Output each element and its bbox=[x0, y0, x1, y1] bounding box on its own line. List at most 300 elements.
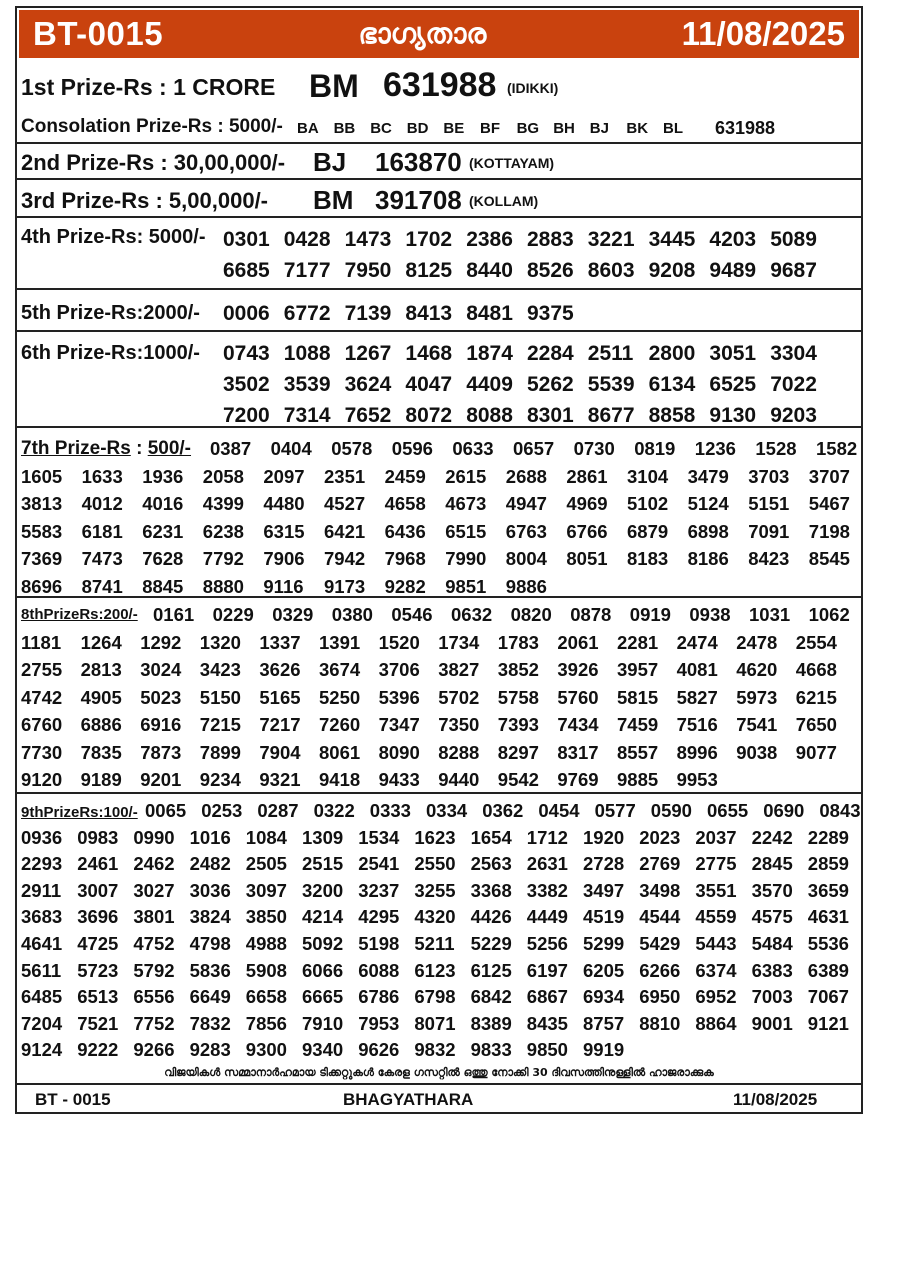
ticket-number: 9283 bbox=[189, 1039, 231, 1061]
footer-draw-date: 11/08/2025 bbox=[733, 1090, 818, 1109]
ticket-number: 0690 bbox=[763, 800, 805, 821]
seventh-prize-section bbox=[17, 428, 861, 598]
ticket-number: 7260 bbox=[319, 714, 361, 735]
ticket-number: 4631 bbox=[807, 906, 849, 928]
ticket-number: 4641 bbox=[21, 933, 63, 954]
seventh-prize-label-a: 7th Prize-Rs bbox=[21, 438, 131, 459]
ticket-number: 9489 bbox=[709, 259, 757, 282]
consolation-series-item: BL bbox=[663, 120, 683, 137]
ticket-number: 0596 bbox=[391, 438, 433, 459]
ticket-number: 0743 bbox=[223, 342, 270, 365]
fourth-prize-section bbox=[17, 218, 861, 290]
ticket-number: 2386 bbox=[466, 228, 513, 251]
ticket-number: 0730 bbox=[573, 438, 615, 459]
sixth-prize-label: 6th Prize-Rs:1000/- bbox=[21, 342, 200, 364]
ticket-number: 6513 bbox=[77, 986, 119, 1008]
ticket-number: 7906 bbox=[263, 548, 305, 569]
ticket-number: 0229 bbox=[212, 604, 254, 625]
ticket-number: 9321 bbox=[259, 769, 301, 790]
ticket-number: 5151 bbox=[748, 493, 790, 514]
ticket-number: 9626 bbox=[358, 1039, 400, 1061]
ticket-number: 3479 bbox=[687, 465, 729, 487]
ticket-number: 7347 bbox=[378, 714, 420, 735]
fifth-prize-label: 5th Prize-Rs:2000/- bbox=[21, 302, 200, 324]
ticket-number: 6383 bbox=[751, 959, 793, 981]
ticket-number: 8545 bbox=[808, 548, 850, 569]
ticket-number: 4575 bbox=[751, 906, 793, 928]
ticket-number: 4969 bbox=[566, 493, 608, 514]
ticket-number: 6421 bbox=[324, 520, 366, 542]
ticket-number: 4203 bbox=[709, 228, 757, 251]
ticket-number: 6181 bbox=[81, 520, 123, 542]
ticket-number: 4295 bbox=[358, 906, 400, 928]
ticket-number: 6842 bbox=[470, 986, 512, 1008]
ticket-number: 7091 bbox=[748, 520, 790, 542]
ticket-number: 3801 bbox=[133, 906, 175, 928]
ticket-number: 7541 bbox=[736, 714, 778, 735]
ticket-number: 2023 bbox=[639, 826, 681, 848]
ticket-number: 5165 bbox=[259, 686, 301, 708]
consolation-series-item: BC bbox=[370, 120, 392, 137]
ticket-number: 4016 bbox=[142, 493, 184, 514]
ticket-number: 0590 bbox=[650, 800, 692, 821]
ticket-number: 6786 bbox=[358, 986, 400, 1008]
first-prize-section bbox=[17, 60, 861, 144]
ticket-number: 6315 bbox=[263, 520, 305, 542]
ticket-number: 0065 bbox=[145, 800, 187, 821]
ticket-number: 6649 bbox=[189, 986, 231, 1008]
ticket-number: 2459 bbox=[384, 465, 426, 487]
ticket-number: 8696 bbox=[21, 575, 63, 597]
ticket-number: 8004 bbox=[505, 548, 547, 569]
ticket-number: 5089 bbox=[770, 228, 817, 251]
ticket-number: 0843 bbox=[819, 800, 861, 821]
ticket-number: 7856 bbox=[245, 1012, 287, 1034]
ticket-number: 3926 bbox=[557, 659, 599, 680]
ticket-number: 2883 bbox=[527, 228, 574, 251]
ticket-number: 6763 bbox=[505, 520, 547, 542]
ticket-number: 2845 bbox=[751, 853, 793, 875]
ticket-number: 4988 bbox=[245, 933, 287, 954]
eighth-prize-label: 8thPrizeRs:200/- bbox=[21, 606, 138, 623]
consolation-series-item: BG bbox=[516, 120, 540, 137]
consolation-series-item: BE bbox=[443, 120, 465, 137]
ticket-number: 2461 bbox=[77, 853, 119, 875]
ticket-number: 3498 bbox=[639, 879, 681, 901]
ticket-number: 0990 bbox=[133, 826, 175, 848]
ticket-number: 7198 bbox=[808, 520, 850, 542]
ticket-number: 6934 bbox=[583, 986, 625, 1008]
ticket-number: 1874 bbox=[466, 342, 513, 365]
ticket-number: 3497 bbox=[583, 879, 625, 901]
ticket-number: 2775 bbox=[695, 853, 737, 875]
ticket-number: 2097 bbox=[263, 465, 305, 487]
ticket-number: 3706 bbox=[378, 659, 420, 680]
ticket-number: 9953 bbox=[676, 769, 718, 790]
ticket-number: 4519 bbox=[583, 906, 625, 928]
ticket-number: 0322 bbox=[313, 800, 355, 821]
ticket-number: 2061 bbox=[557, 631, 599, 653]
ticket-number: 0546 bbox=[391, 604, 433, 625]
ticket-number: 5484 bbox=[751, 933, 793, 954]
ticket-number: 2563 bbox=[470, 853, 512, 875]
footer-bar bbox=[17, 1088, 861, 1112]
ticket-number: 5758 bbox=[497, 686, 539, 708]
ticket-number: 2688 bbox=[505, 465, 547, 487]
ticket-number: 3237 bbox=[358, 879, 400, 901]
ticket-number: 4905 bbox=[80, 686, 122, 708]
ticket-number: 7516 bbox=[676, 714, 718, 735]
ticket-number: 8071 bbox=[414, 1012, 456, 1034]
ticket-number: 4658 bbox=[384, 493, 426, 514]
seventh-prize-label bbox=[21, 438, 191, 460]
ticket-number: 2505 bbox=[245, 853, 287, 875]
ticket-number: 5702 bbox=[438, 686, 480, 708]
ticket-number: 9886 bbox=[505, 575, 547, 597]
ticket-number: 7904 bbox=[259, 741, 301, 763]
ticket-number: 1473 bbox=[344, 228, 392, 251]
ticket-number: 5396 bbox=[378, 686, 420, 708]
ticket-number: 8317 bbox=[557, 741, 599, 763]
ticket-number: 0253 bbox=[201, 800, 243, 821]
ticket-number: 8481 bbox=[466, 302, 513, 325]
ticket-number: 7792 bbox=[202, 548, 244, 569]
ticket-number: 1181 bbox=[21, 631, 62, 653]
third-prize-number: 391708 bbox=[375, 185, 462, 215]
ticket-number: 2769 bbox=[639, 853, 681, 875]
ticket-number: 7950 bbox=[344, 259, 392, 282]
ticket-number: 1623 bbox=[414, 826, 456, 848]
ticket-number: 4214 bbox=[302, 906, 344, 928]
ticket-number: 9077 bbox=[795, 741, 837, 763]
ticket-number: 0454 bbox=[538, 800, 580, 821]
ticket-number: 6685 bbox=[223, 259, 270, 282]
ticket-number: 8072 bbox=[405, 404, 453, 427]
ticket-number: 6515 bbox=[445, 520, 487, 542]
ticket-number: 7022 bbox=[770, 373, 817, 396]
ticket-number: 9851 bbox=[445, 575, 487, 597]
ticket-number: 3707 bbox=[808, 465, 850, 487]
ticket-number: 5536 bbox=[807, 933, 849, 954]
ticket-number: 9173 bbox=[324, 575, 366, 597]
ticket-number: 5023 bbox=[140, 686, 182, 708]
ticket-number: 9222 bbox=[77, 1039, 119, 1061]
ticket-number: 1605 bbox=[21, 465, 63, 487]
ticket-number: 6766 bbox=[566, 520, 608, 542]
second-prize-series: BJ bbox=[313, 147, 347, 177]
first-prize-label: 1st Prize-Rs : 1 CRORE bbox=[21, 74, 276, 100]
ticket-number: 4426 bbox=[470, 906, 512, 928]
ninth-prize-section bbox=[17, 794, 861, 1066]
ticket-number: 4527 bbox=[324, 493, 366, 514]
ticket-number: 3445 bbox=[648, 228, 696, 251]
ticket-number: 9208 bbox=[648, 259, 696, 282]
ticket-number: 5723 bbox=[77, 959, 119, 981]
ticket-number: 3027 bbox=[133, 879, 175, 901]
first-prize-number: 631988 bbox=[383, 66, 497, 104]
ticket-number: 6123 bbox=[414, 959, 456, 981]
second-prize-label: 2nd Prize-Rs : 30,00,000/- bbox=[21, 150, 286, 175]
ticket-number: 8864 bbox=[695, 1012, 737, 1034]
ticket-number: 4012 bbox=[81, 493, 123, 514]
ticket-number: 8603 bbox=[587, 259, 635, 282]
ticket-number: 0657 bbox=[513, 438, 555, 459]
ticket-number: 3104 bbox=[627, 465, 669, 487]
ticket-number: 8440 bbox=[466, 259, 513, 282]
ticket-number: 7832 bbox=[189, 1012, 231, 1034]
ticket-number: 9542 bbox=[497, 769, 539, 790]
ticket-number: 1292 bbox=[140, 631, 182, 653]
ticket-number: 0983 bbox=[77, 826, 119, 848]
ticket-number: 7628 bbox=[142, 548, 184, 569]
ticket-number: 8125 bbox=[405, 259, 453, 282]
ticket-number: 2242 bbox=[751, 826, 793, 848]
ticket-number: 7650 bbox=[795, 714, 837, 735]
third-prize-series: BM bbox=[313, 185, 354, 215]
consolation-series-item: BD bbox=[406, 120, 429, 137]
ticket-number: 8297 bbox=[497, 741, 539, 763]
ticket-number: 6952 bbox=[695, 986, 737, 1008]
ticket-number: 8435 bbox=[526, 1012, 568, 1034]
ticket-number: 1320 bbox=[199, 631, 241, 653]
ticket-number: 4544 bbox=[639, 906, 681, 928]
ticket-number: 6205 bbox=[583, 959, 625, 981]
ticket-number: 2284 bbox=[527, 342, 574, 365]
ticket-number: 3502 bbox=[223, 373, 270, 396]
ticket-number: 8810 bbox=[639, 1012, 681, 1034]
ticket-number: 9433 bbox=[378, 769, 420, 790]
ticket-number: 7942 bbox=[324, 548, 366, 569]
ticket-number: 6215 bbox=[795, 686, 837, 708]
ticket-number: 3051 bbox=[709, 342, 757, 365]
ticket-number: 7350 bbox=[438, 714, 480, 735]
ticket-number: 0577 bbox=[594, 800, 636, 821]
ticket-number: 5583 bbox=[21, 520, 63, 542]
ticket-number: 3551 bbox=[695, 879, 737, 901]
ticket-number: 8741 bbox=[81, 575, 123, 597]
ticket-number: 0655 bbox=[707, 800, 749, 821]
sixth-prize-section bbox=[17, 332, 861, 428]
ticket-number: 9189 bbox=[80, 769, 122, 790]
consolation-series-item: BF bbox=[480, 120, 500, 137]
ticket-number: 8757 bbox=[583, 1012, 625, 1034]
ticket-number: 6197 bbox=[526, 959, 568, 981]
ticket-number: 9340 bbox=[302, 1039, 344, 1061]
ticket-number: 2511 bbox=[587, 342, 634, 365]
ticket-number: 8061 bbox=[319, 741, 361, 763]
ticket-number: 3423 bbox=[199, 659, 241, 680]
ticket-number: 1520 bbox=[378, 631, 420, 653]
ticket-number: 7139 bbox=[344, 302, 392, 325]
consolation-series-item: BA bbox=[297, 120, 319, 137]
ticket-number: 2478 bbox=[736, 631, 778, 653]
ticket-number: 7177 bbox=[283, 259, 331, 282]
ticket-number: 4480 bbox=[263, 493, 305, 514]
ticket-number: 3827 bbox=[438, 659, 480, 680]
ticket-number: 6867 bbox=[526, 986, 568, 1008]
ticket-number: 9833 bbox=[470, 1039, 512, 1061]
ticket-number: 0878 bbox=[570, 604, 612, 625]
ticket-number: 1264 bbox=[80, 631, 122, 653]
ticket-number: 3850 bbox=[245, 906, 287, 928]
ticket-number: 1528 bbox=[755, 438, 797, 459]
ticket-number: 0820 bbox=[510, 604, 552, 625]
ticket-number: 9440 bbox=[438, 769, 480, 790]
ticket-number: 3683 bbox=[21, 906, 63, 928]
consolation-label: Consolation Prize-Rs : 5000/- bbox=[21, 116, 283, 137]
consolation-series-item: BH bbox=[553, 120, 575, 137]
ticket-number: 3813 bbox=[21, 493, 63, 514]
ticket-number: 7652 bbox=[344, 404, 392, 427]
ticket-number: 5102 bbox=[627, 493, 669, 514]
ticket-number: 6772 bbox=[283, 302, 331, 325]
ticket-number: 0334 bbox=[426, 800, 468, 821]
ticket-number: 1633 bbox=[81, 465, 123, 487]
ticket-number: 6134 bbox=[648, 373, 696, 396]
ticket-number: 5836 bbox=[189, 959, 231, 981]
ticket-number: 0362 bbox=[482, 800, 524, 821]
ticket-number: 8880 bbox=[202, 575, 244, 597]
ticket-number: 2861 bbox=[566, 465, 608, 487]
ticket-number: 1734 bbox=[438, 631, 480, 653]
ticket-number: 4947 bbox=[505, 493, 547, 514]
ticket-number: 2728 bbox=[583, 853, 625, 875]
ticket-number: 2800 bbox=[648, 342, 696, 365]
ticket-number: 7873 bbox=[140, 741, 182, 763]
footer-lottery-name: BHAGYATHARA bbox=[343, 1090, 474, 1109]
first-prize-series: BM bbox=[309, 68, 359, 104]
header-bar bbox=[19, 10, 859, 58]
ticket-number: 2462 bbox=[133, 853, 175, 875]
second-prize-place: (KOTTAYAM) bbox=[469, 155, 555, 171]
ticket-number: 8088 bbox=[466, 404, 513, 427]
ticket-number: 3255 bbox=[414, 879, 456, 901]
ticket-number: 0578 bbox=[331, 438, 373, 459]
ticket-number: 1088 bbox=[283, 342, 331, 365]
ticket-number: 9418 bbox=[319, 769, 361, 790]
ticket-number: 7215 bbox=[199, 714, 241, 735]
ticket-number: 5198 bbox=[358, 933, 400, 954]
second-prize-section bbox=[17, 144, 861, 180]
ticket-number: 0938 bbox=[689, 604, 731, 625]
ticket-number: 9001 bbox=[751, 1012, 793, 1034]
ticket-number: 7434 bbox=[557, 714, 599, 735]
ticket-number: 6886 bbox=[80, 714, 122, 735]
ticket-number: 4047 bbox=[405, 373, 453, 396]
ticket-number: 5973 bbox=[736, 686, 778, 708]
ticket-number: 6950 bbox=[639, 986, 681, 1008]
ticket-number: 2037 bbox=[695, 826, 737, 848]
ticket-number: 6556 bbox=[133, 986, 175, 1008]
ticket-number: 6374 bbox=[695, 959, 737, 981]
ticket-number: 7473 bbox=[81, 548, 123, 569]
ticket-number: 0380 bbox=[331, 604, 373, 625]
ticket-number: 9375 bbox=[527, 302, 574, 325]
ticket-number: 4798 bbox=[189, 933, 231, 954]
ticket-number: 4752 bbox=[133, 933, 175, 954]
ticket-number: 5443 bbox=[695, 933, 737, 954]
ticket-number: 3304 bbox=[770, 342, 817, 365]
ticket-number: 7899 bbox=[199, 741, 241, 763]
ticket-number: 3036 bbox=[189, 879, 231, 901]
ticket-number: 1582 bbox=[816, 438, 858, 459]
ticket-number: 7200 bbox=[223, 404, 270, 427]
ticket-number: 4742 bbox=[21, 686, 63, 708]
ticket-number: 8996 bbox=[676, 741, 718, 763]
ticket-number: 3368 bbox=[470, 879, 512, 901]
ticket-number: 6066 bbox=[302, 959, 344, 981]
ticket-number: 5792 bbox=[133, 959, 175, 981]
ticket-number: 2474 bbox=[676, 631, 718, 653]
ticket-number: 6879 bbox=[627, 520, 669, 542]
ticket-number: 8389 bbox=[470, 1012, 512, 1034]
eighth-prize-section bbox=[17, 598, 861, 794]
ticket-number: 8526 bbox=[527, 259, 574, 282]
ticket-number: 7953 bbox=[358, 1012, 400, 1034]
ticket-number: 9885 bbox=[617, 769, 659, 790]
ticket-number: 1654 bbox=[470, 826, 512, 848]
ticket-number: 7217 bbox=[259, 714, 301, 735]
ticket-number: 7067 bbox=[807, 986, 849, 1008]
ticket-number: 8858 bbox=[648, 404, 696, 427]
ticket-number: 3570 bbox=[751, 879, 793, 901]
consolation-series-item: BK bbox=[626, 120, 649, 137]
ticket-number: 5827 bbox=[676, 686, 718, 708]
ticket-number: 0329 bbox=[272, 604, 314, 625]
ticket-number: 6658 bbox=[245, 986, 287, 1008]
ticket-number: 0287 bbox=[257, 800, 299, 821]
ticket-number: 0428 bbox=[283, 228, 331, 251]
ticket-number: 2281 bbox=[617, 631, 659, 653]
ticket-number: 0633 bbox=[452, 438, 494, 459]
ticket-number: 1062 bbox=[808, 604, 850, 625]
ticket-number: 6088 bbox=[358, 959, 400, 981]
footer-draw-code: BT - 0015 bbox=[35, 1090, 111, 1109]
ticket-number: 2289 bbox=[807, 826, 849, 848]
ticket-number: 6485 bbox=[21, 986, 63, 1008]
ticket-number: 6798 bbox=[414, 986, 456, 1008]
ticket-number: 4449 bbox=[526, 906, 568, 928]
ticket-number: 0819 bbox=[634, 438, 676, 459]
ticket-number: 9120 bbox=[21, 769, 63, 790]
ticket-number: 6898 bbox=[687, 520, 729, 542]
claim-instruction-note: വിജയികൾ സമ്മാനാർഹമായ ടിക്കറ്റുകൾ കേരള ഗസറ്റിൽ ഒത്തു നോക്കി 30 ദിവസത്തിനുള്ളിൽ ഹാജരാക്കുക bbox=[17, 1066, 861, 1085]
lottery-name-malayalam: ഭാഗ്യതാര bbox=[358, 17, 487, 50]
ticket-number: 3824 bbox=[189, 906, 231, 928]
ticket-number: 2058 bbox=[202, 465, 244, 487]
ticket-number: 2554 bbox=[795, 631, 837, 653]
ticket-number: 4081 bbox=[676, 659, 718, 680]
ticket-number: 4320 bbox=[414, 906, 456, 928]
draw-code: BT-0015 bbox=[33, 15, 164, 52]
ticket-number: 1702 bbox=[405, 228, 453, 251]
ticket-number: 6760 bbox=[21, 714, 63, 735]
fifth-prize-section bbox=[17, 290, 861, 332]
ticket-number: 6238 bbox=[202, 520, 244, 542]
ticket-number: 3221 bbox=[587, 228, 635, 251]
ticket-number: 3957 bbox=[617, 659, 659, 680]
ticket-number: 7968 bbox=[384, 548, 426, 569]
ticket-number: 4409 bbox=[466, 373, 513, 396]
ticket-number: 1534 bbox=[358, 826, 400, 848]
ticket-number: 9687 bbox=[770, 259, 817, 282]
ticket-number: 7003 bbox=[751, 986, 793, 1008]
third-prize-place: (KOLLAM) bbox=[469, 193, 539, 209]
ticket-number: 8845 bbox=[142, 575, 184, 597]
ticket-number: 0632 bbox=[451, 604, 493, 625]
ticket-number: 7459 bbox=[617, 714, 659, 735]
ticket-number: 8677 bbox=[587, 404, 635, 427]
